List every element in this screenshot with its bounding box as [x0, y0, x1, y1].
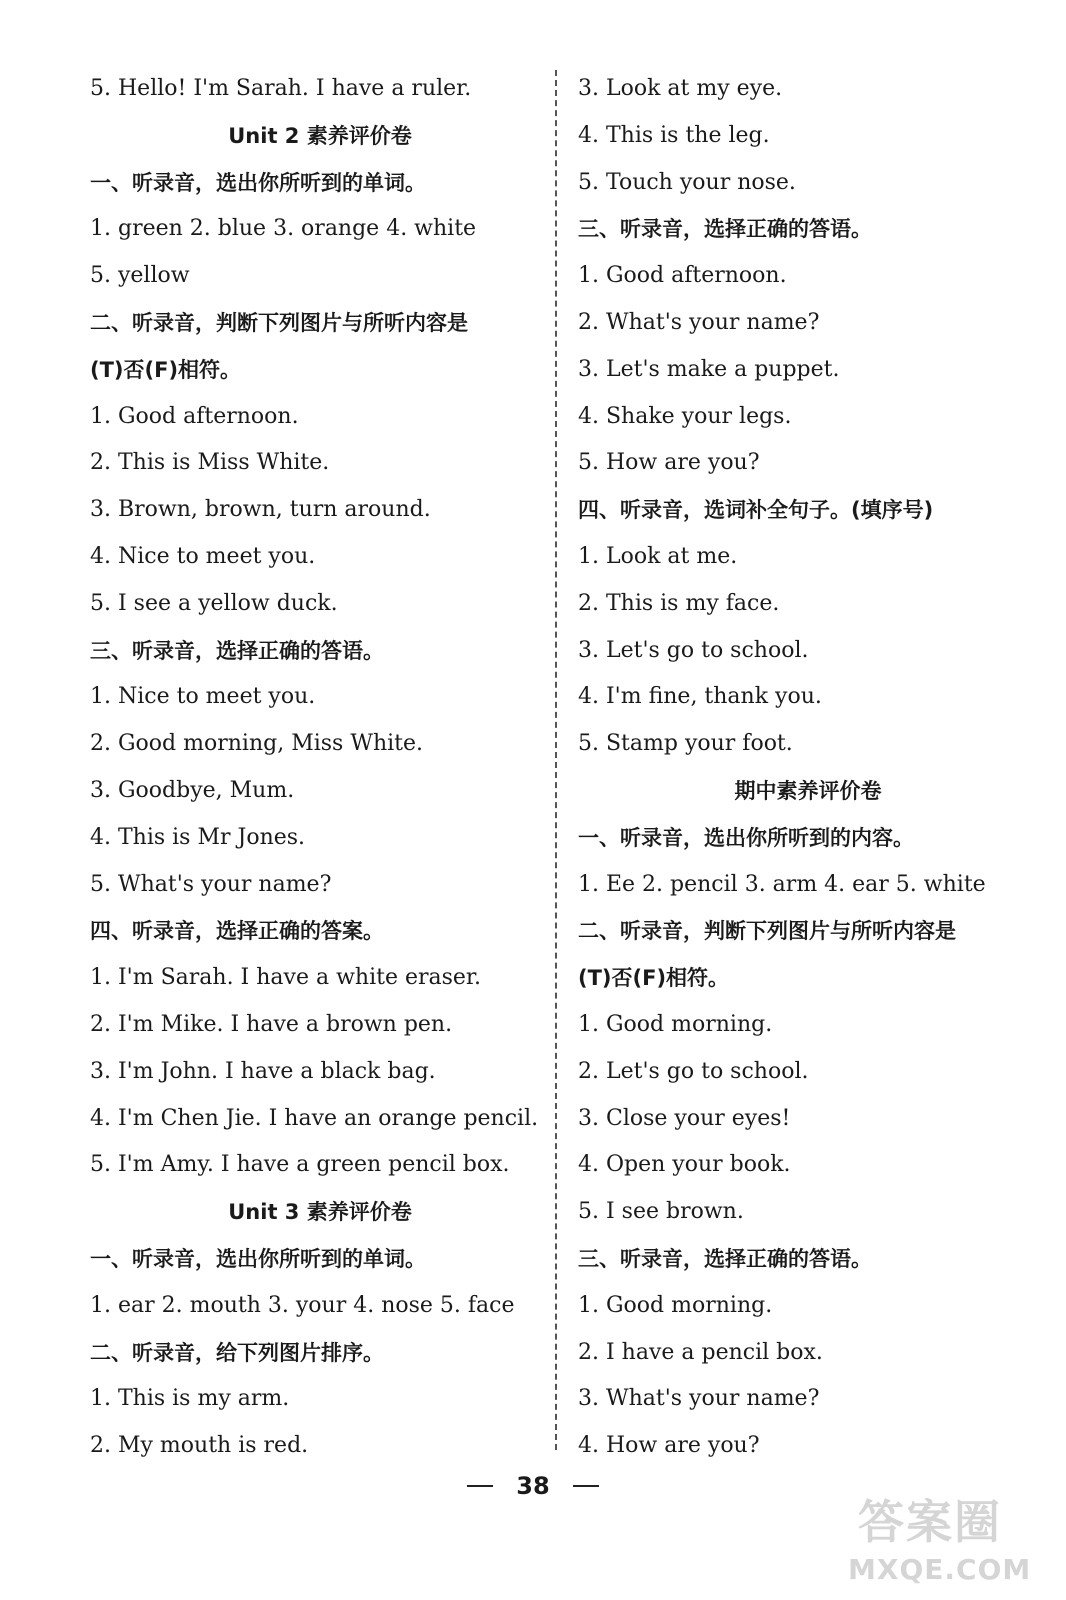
section-heading: 一、听录音，选出你所听到的内容。	[578, 825, 914, 850]
answer-line: 1. This is my arm.	[90, 1386, 290, 1412]
answer-line: 1. Good morning.	[578, 1011, 773, 1037]
answer-line: 4. Shake your legs.	[578, 403, 792, 429]
answer-line: 5. What's your name?	[90, 871, 332, 897]
answer-line: 2. This is Miss White.	[90, 450, 330, 476]
answer-line: 2. My mouth is red.	[90, 1433, 309, 1459]
footer-dash-right	[573, 1485, 599, 1487]
answer-line: 5. Touch your nose.	[578, 169, 796, 195]
section-heading: 四、听录音，选择正确的答案。	[90, 919, 384, 944]
section-heading: 一、听录音，选出你所听到的单词。	[90, 1246, 426, 1271]
section-heading: 三、听录音，选择正确的答语。	[90, 638, 384, 663]
answer-line: 1. Good afternoon.	[578, 263, 787, 289]
left-column	[90, 66, 550, 1470]
answer-line: 4. This is Mr Jones.	[90, 824, 306, 850]
answer-line: 3. Close your eyes!	[578, 1105, 791, 1131]
answer-line: 3. What's your name?	[578, 1386, 820, 1412]
answer-line: 4. Open your book.	[578, 1152, 791, 1178]
answer-line: 1. green 2. blue 3. orange 4. white	[90, 216, 477, 242]
answer-line: 5. I see brown.	[578, 1199, 744, 1225]
answer-line: 3. Let's go to school.	[578, 637, 809, 663]
section-heading: 二、听录音，判断下列图片与所听内容是	[578, 919, 956, 944]
answer-line: 2. Good morning, Miss White.	[90, 731, 423, 757]
section-heading: 四、听录音，选词补全句子。(填序号)	[578, 498, 934, 523]
answer-line: 3. Let's make a puppet.	[578, 356, 840, 382]
footer-dash-left	[467, 1485, 493, 1487]
answer-line: 3. I'm John. I have a black bag.	[90, 1058, 436, 1084]
answer-line: 5. I'm Amy. I have a green pencil box.	[90, 1152, 510, 1178]
section-heading: 二、听录音，判断下列图片与所听内容是	[90, 310, 468, 335]
answer-line: 5. Hello! I'm Sarah. I have a ruler.	[90, 76, 472, 101]
answer-line: 5. yellow	[90, 263, 190, 289]
answer-line: 2. This is my face.	[578, 590, 780, 616]
answer-line: 1. Good morning.	[578, 1292, 773, 1318]
answer-line: 4. I'm fine, thank you.	[578, 684, 822, 710]
column-divider	[555, 70, 557, 1450]
right-column	[578, 66, 1038, 1470]
answer-line: 4. This is the leg.	[578, 122, 770, 148]
answer-line: 1. Nice to meet you.	[90, 684, 316, 710]
page-number: 38	[516, 1472, 550, 1500]
answer-line: 1. Good afternoon.	[90, 403, 299, 429]
answer-line: 1. I'm Sarah. I have a white eraser.	[90, 965, 482, 991]
answer-line: 4. Nice to meet you.	[90, 543, 316, 569]
answer-line: 1. ear 2. mouth 3. your 4. nose 5. face	[90, 1292, 515, 1318]
answer-line: 2. What's your name?	[578, 309, 820, 335]
section-heading: (T)否(F)相符。	[578, 966, 730, 991]
answer-line: 4. How are you?	[578, 1433, 760, 1459]
answer-line: 5. Stamp your foot.	[578, 731, 793, 757]
section-heading: 二、听录音，给下列图片排序。	[90, 1340, 384, 1365]
answer-line: 2. I'm Mike. I have a brown pen.	[90, 1011, 453, 1037]
section-heading: (T)否(F)相符。	[90, 357, 242, 382]
watermark-en: MXQE.COM	[848, 1553, 1032, 1586]
watermark-cn: 答案圈	[858, 1495, 1002, 1549]
watermark-logo	[848, 1486, 1038, 1586]
answer-line: 3. Brown, brown, turn around.	[90, 497, 431, 523]
unit-title: 期中素养评价卷	[734, 778, 882, 803]
answer-line: 3. Goodbye, Mum.	[90, 777, 295, 803]
unit-title: Unit 3 素养评价卷	[228, 1200, 412, 1225]
section-heading: 三、听录音，选择正确的答语。	[578, 1246, 872, 1271]
answer-line: 1. Look at me.	[578, 543, 738, 569]
answer-line: 5. How are you?	[578, 450, 760, 476]
answer-line: 3. Look at my eye.	[578, 76, 783, 101]
answer-line: 5. I see a yellow duck.	[90, 590, 338, 616]
answer-line: 1. Ee 2. pencil 3. arm 4. ear 5. white	[578, 871, 986, 897]
section-heading: 一、听录音，选出你所听到的单词。	[90, 170, 426, 195]
section-heading: 三、听录音，选择正确的答语。	[578, 217, 872, 242]
answer-line: 2. Let's go to school.	[578, 1058, 809, 1084]
answer-line: 4. I'm Chen Jie. I have an orange pencil.	[90, 1105, 539, 1131]
unit-title: Unit 2 素养评价卷	[228, 123, 412, 148]
answer-line: 2. I have a pencil box.	[578, 1339, 823, 1365]
